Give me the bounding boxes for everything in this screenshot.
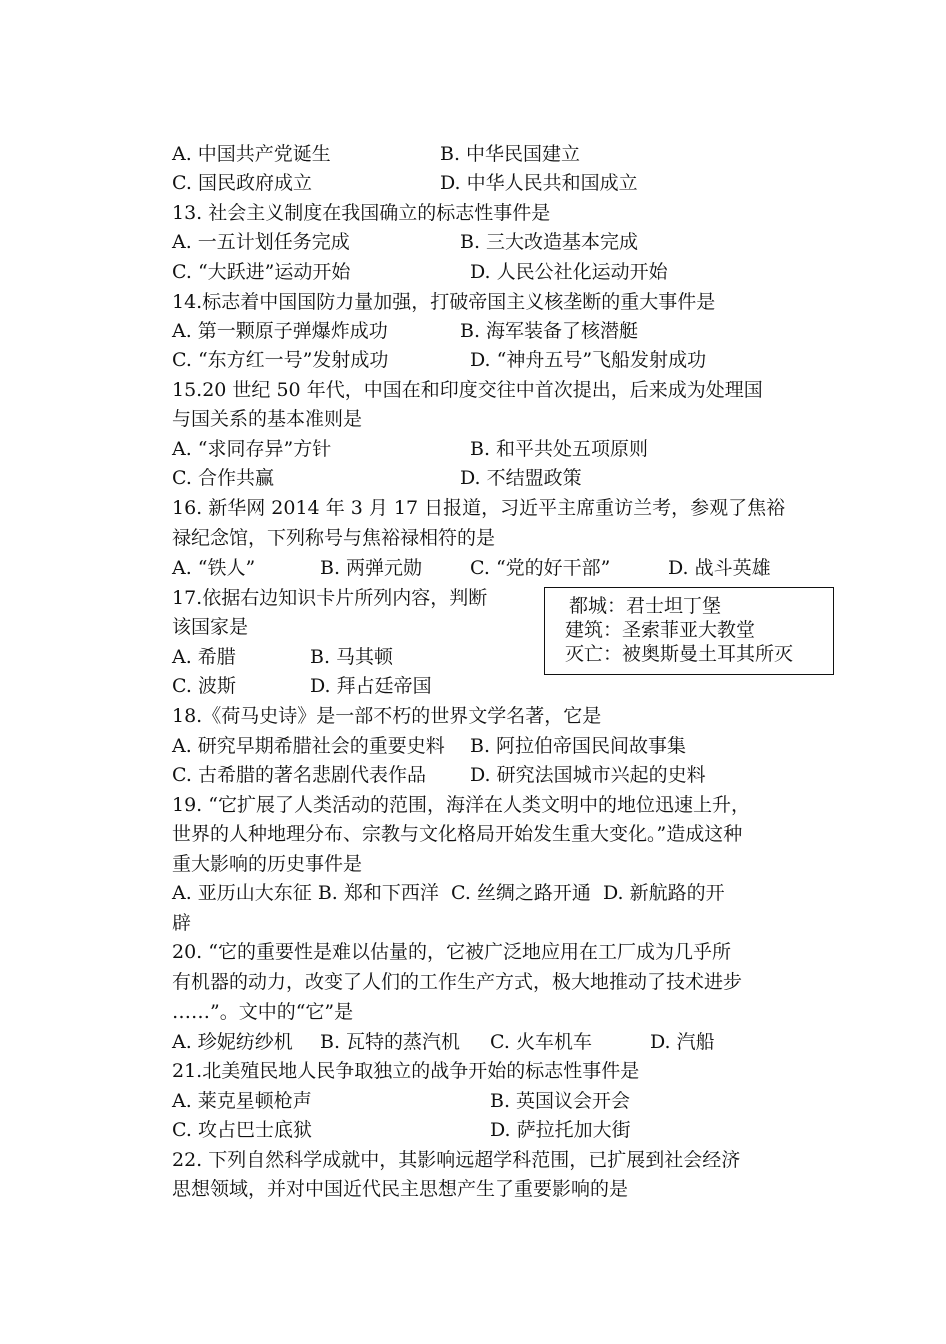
q16-option-b: B. 两弹元勋 bbox=[320, 557, 423, 579]
q21-stem: 21.北美殖民地人民争取独立的战争开始的标志性事件是 bbox=[172, 1060, 640, 1082]
q12-option-c: C. 国民政府成立 bbox=[172, 172, 312, 194]
q21-option-b: B. 英国议会开会 bbox=[490, 1090, 631, 1112]
q19-stem-line1: 19. “它扩展了人类活动的范围，海洋在人类文明中的地位迅速上升， bbox=[172, 794, 750, 816]
q18-option-d: D. 研究法国城市兴起的史料 bbox=[470, 764, 706, 786]
q14-stem: 14.标志着中国国防力量加强，打破帝国主义核垄断的重大事件是 bbox=[172, 291, 716, 313]
q15-option-d: D. 不结盟政策 bbox=[460, 467, 582, 489]
q14-option-b: B. 海军装备了核潜艇 bbox=[460, 320, 639, 342]
q19-options-line1: A. 亚历山大东征 B. 郑和下西洋 C. 丝绸之路开通 D. 新航路的开 bbox=[172, 882, 725, 904]
q18-stem: 18.《荷马史诗》是一部不朽的世界文学名著，它是 bbox=[172, 705, 602, 727]
q20-option-d: D. 汽船 bbox=[650, 1031, 715, 1053]
q21-option-c: C. 攻占巴士底狱 bbox=[172, 1119, 312, 1141]
q19-stem-line2: 世界的人种地理分布、宗教与文化格局开始发生重大变化。”造成这种 bbox=[172, 823, 743, 845]
q22-stem-line2: 思想领域，并对中国近代民主思想产生了重要影响的是 bbox=[172, 1178, 629, 1200]
q12-option-b: B. 中华民国建立 bbox=[440, 143, 581, 165]
q20-stem-line3: ……”。文中的“它”是 bbox=[172, 1001, 354, 1023]
q17-option-d: D. 拜占廷帝国 bbox=[310, 675, 432, 697]
knowledge-card bbox=[544, 587, 834, 675]
q21-option-a: A. 莱克星顿枪声 bbox=[172, 1090, 312, 1112]
q20-stem-line1: 20. “它的重要性是难以估量的，它被广泛地应用在工厂成为几乎所 bbox=[172, 941, 731, 963]
q20-stem-line2: 有机器的动力，改变了人们的工作生产方式，极大地推动了技术进步 bbox=[172, 971, 743, 993]
q20-option-b: B. 瓦特的蒸汽机 bbox=[320, 1031, 461, 1053]
q16-option-a: A. “铁人” bbox=[172, 557, 256, 579]
q18-option-b: B. 阿拉伯帝国民间故事集 bbox=[470, 735, 687, 757]
q16-option-d: D. 战斗英雄 bbox=[668, 557, 771, 579]
q22-stem-line1: 22. 下列自然科学成就中，其影响远超学科范围，已扩展到社会经济 bbox=[172, 1149, 741, 1171]
q19-stem-line3: 重大影响的历史事件是 bbox=[172, 853, 363, 875]
q18-option-c: C. 古希腊的著名悲剧代表作品 bbox=[172, 764, 426, 786]
q15-stem-line1: 15.20 世纪 50 年代，中国在和印度交往中首次提出，后来成为处理国 bbox=[172, 379, 763, 401]
q12-option-a: A. 中国共产党诞生 bbox=[172, 143, 331, 165]
q13-stem: 13. 社会主义制度在我国确立的标志性事件是 bbox=[172, 202, 551, 224]
q16-stem-line2: 禄纪念馆，下列称号与焦裕禄相符的是 bbox=[172, 527, 496, 549]
q17-option-c: C. 波斯 bbox=[172, 675, 236, 697]
q20-option-c: C. 火车机车 bbox=[490, 1031, 592, 1053]
q13-option-a: A. 一五计划任务完成 bbox=[172, 231, 350, 253]
q17-stem-line2: 该国家是 bbox=[172, 616, 249, 638]
q17-option-b: B. 马其顿 bbox=[310, 646, 394, 668]
q14-option-c: C. “东方红一号”发射成功 bbox=[172, 349, 389, 371]
q13-option-d: D. 人民公社化运动开始 bbox=[470, 261, 668, 283]
knowledge-card-capital: 都城：君士坦丁堡 bbox=[569, 595, 722, 617]
q17-option-a: A. 希腊 bbox=[172, 646, 236, 668]
q13-option-c: C. “大跃进”运动开始 bbox=[172, 261, 351, 283]
q13-option-b: B. 三大改造基本完成 bbox=[460, 231, 639, 253]
q15-option-a: A. “求同存异”方针 bbox=[172, 438, 332, 460]
knowledge-card-architecture: 建筑：圣索菲亚大教堂 bbox=[565, 619, 756, 641]
q16-stem-line1: 16. 新华网 2014 年 3 月 17 日报道，习近平主席重访兰考，参观了焦裕 bbox=[172, 497, 786, 519]
q18-option-a: A. 研究早期希腊社会的重要史料 bbox=[172, 735, 445, 757]
q15-stem-line2: 与国关系的基本准则是 bbox=[172, 408, 363, 430]
q16-option-c: C. “党的好干部” bbox=[470, 557, 611, 579]
q14-option-d: D. “神舟五号”飞船发射成功 bbox=[470, 349, 707, 371]
q12-option-d: D. 中华人民共和国成立 bbox=[440, 172, 638, 194]
q20-option-a: A. 珍妮纺纱机 bbox=[172, 1031, 293, 1053]
q14-option-a: A. 第一颗原子弹爆炸成功 bbox=[172, 320, 388, 342]
q19-options-line2: 辟 bbox=[172, 912, 192, 934]
q15-option-b: B. 和平共处五项原则 bbox=[470, 438, 649, 460]
q21-option-d: D. 萨拉托加大街 bbox=[490, 1119, 631, 1141]
knowledge-card-fall: 灭亡：被奥斯曼土耳其所灭 bbox=[565, 643, 794, 665]
q17-stem-line1: 17.依据右边知识卡片所列内容，判断 bbox=[172, 587, 488, 609]
q15-option-c: C. 合作共赢 bbox=[172, 467, 274, 489]
